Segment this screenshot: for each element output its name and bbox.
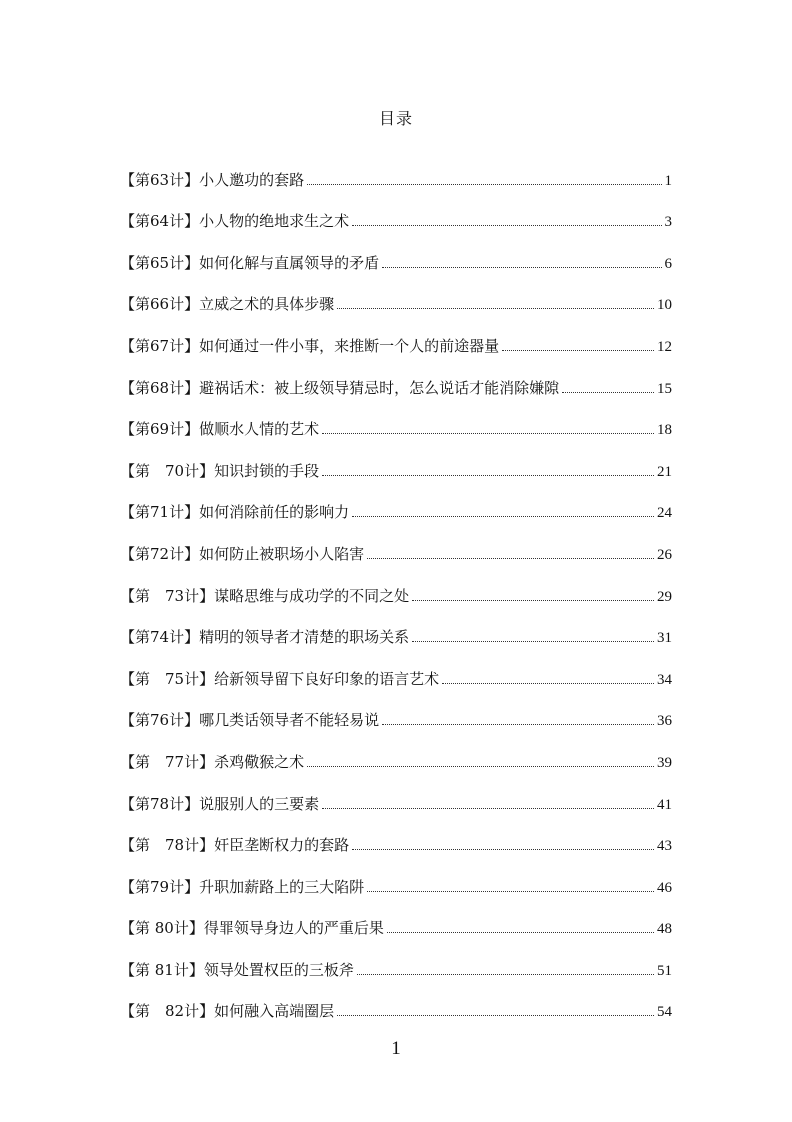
- toc-entry-label: 【第68计】避祸话术：被上级领导猜忌时，怎么说话才能消除嫌隙: [120, 378, 560, 397]
- toc-title: 目录: [378, 109, 413, 128]
- toc-entry[interactable]: [120, 855, 672, 897]
- toc-entry-page: 34: [657, 671, 672, 688]
- toc-entry-page: 39: [657, 754, 672, 771]
- dot-leader: [322, 433, 654, 434]
- dot-leader: [382, 724, 654, 725]
- toc-entry[interactable]: [120, 190, 672, 232]
- toc-entry[interactable]: [120, 273, 672, 315]
- toc-entry[interactable]: [120, 481, 672, 523]
- dot-leader: [307, 766, 654, 767]
- toc-entry[interactable]: [120, 356, 672, 398]
- toc-entry-label: 【第 78计】奸臣垄断权力的套路: [120, 836, 350, 855]
- toc-entry[interactable]: [120, 689, 672, 731]
- toc-entry-page: 3: [664, 214, 672, 231]
- toc-entry-page: 6: [664, 255, 672, 272]
- dot-leader: [352, 225, 661, 226]
- toc-entry[interactable]: [120, 231, 672, 273]
- toc-entry[interactable]: [120, 814, 672, 856]
- toc-entry-label: 【第65计】如何化解与直属领导的矛盾: [120, 253, 380, 272]
- toc-entry[interactable]: [120, 730, 672, 772]
- dot-leader: [352, 516, 654, 517]
- toc-entry-page: 26: [657, 546, 672, 563]
- dot-leader: [382, 267, 661, 268]
- toc-entry-label: 【第69计】做顺水人情的艺术: [120, 420, 320, 439]
- toc-entry[interactable]: [120, 439, 672, 481]
- dot-leader: [337, 308, 654, 309]
- toc-entry-label: 【第66计】立威之术的具体步骤: [120, 295, 335, 314]
- toc-entry-page: 31: [657, 630, 672, 647]
- dot-leader: [357, 974, 654, 975]
- toc-entry-label: 【第 80计】得罪领导身边人的严重后果: [120, 919, 384, 938]
- toc-entry[interactable]: [120, 398, 672, 440]
- dot-leader: [502, 350, 654, 351]
- toc-entry-label: 【第 81计】领导处置权臣的三板斧: [120, 960, 354, 979]
- toc-entry-label: 【第67计】如何通过一件小事，来推断一个人的前途器量: [120, 336, 500, 355]
- toc-entry-page: 46: [657, 879, 672, 896]
- dot-leader: [562, 392, 654, 393]
- toc-entry-label: 【第 73计】谋略思维与成功学的不同之处: [120, 586, 410, 605]
- toc-entry-label: 【第76计】哪几类话领导者不能轻易说: [120, 711, 380, 730]
- dot-leader: [367, 558, 654, 559]
- dot-leader: [387, 932, 654, 933]
- toc-entry-page: 1: [664, 172, 672, 189]
- toc-entry-page: 15: [657, 380, 672, 397]
- dot-leader: [352, 849, 654, 850]
- toc-entry[interactable]: [120, 897, 672, 939]
- toc-entry[interactable]: [120, 647, 672, 689]
- toc-entry-page: 48: [657, 921, 672, 938]
- toc-entry[interactable]: [120, 522, 672, 564]
- toc-entry-label: 【第 82计】如何融入高端圈层: [120, 1002, 335, 1021]
- page-number: 1: [391, 1038, 401, 1059]
- toc-entry-page: 51: [657, 962, 672, 979]
- toc-entry[interactable]: [120, 606, 672, 648]
- toc-entry-page: 21: [657, 463, 672, 480]
- toc-entry-label: 【第63计】小人邀功的套路: [120, 170, 305, 189]
- toc-entry-page: 29: [657, 588, 672, 605]
- toc-entry-page: 54: [657, 1004, 672, 1021]
- dot-leader: [412, 641, 654, 642]
- toc-entry[interactable]: [120, 980, 672, 1022]
- toc-entry-label: 【第74计】精明的领导者才清楚的职场关系: [120, 628, 410, 647]
- toc-entry-label: 【第 77计】杀鸡儆猴之术: [120, 752, 305, 771]
- toc-entry[interactable]: [120, 148, 672, 190]
- toc-entry[interactable]: [120, 314, 672, 356]
- toc-entry[interactable]: [120, 564, 672, 606]
- toc-list: [120, 148, 672, 1021]
- toc-entry-page: 43: [657, 838, 672, 855]
- toc-entry-label: 【第 75计】给新领导留下良好印象的语言艺术: [120, 669, 440, 688]
- dot-leader: [322, 475, 654, 476]
- dot-leader: [442, 683, 654, 684]
- dot-leader: [337, 1015, 654, 1016]
- toc-entry-page: 41: [657, 796, 672, 813]
- toc-entry-page: 12: [657, 338, 672, 355]
- toc-entry-page: 18: [657, 422, 672, 439]
- dot-leader: [307, 184, 661, 185]
- toc-entry[interactable]: [120, 772, 672, 814]
- toc-entry-page: 10: [657, 297, 672, 314]
- toc-entry-label: 【第64计】小人物的绝地求生之术: [120, 212, 350, 231]
- toc-entry-label: 【第79计】升职加薪路上的三大陷阱: [120, 877, 365, 896]
- toc-entry-label: 【第72计】如何防止被职场小人陷害: [120, 544, 365, 563]
- toc-entry-page: 24: [657, 505, 672, 522]
- toc-entry-page: 36: [657, 713, 672, 730]
- toc-entry-label: 【第78计】说服别人的三要素: [120, 794, 320, 813]
- toc-entry-label: 【第71计】如何消除前任的影响力: [120, 503, 350, 522]
- dot-leader: [412, 600, 654, 601]
- toc-entry[interactable]: [120, 938, 672, 980]
- dot-leader: [322, 808, 654, 809]
- toc-entry-label: 【第 70计】知识封锁的手段: [120, 461, 320, 480]
- dot-leader: [367, 891, 654, 892]
